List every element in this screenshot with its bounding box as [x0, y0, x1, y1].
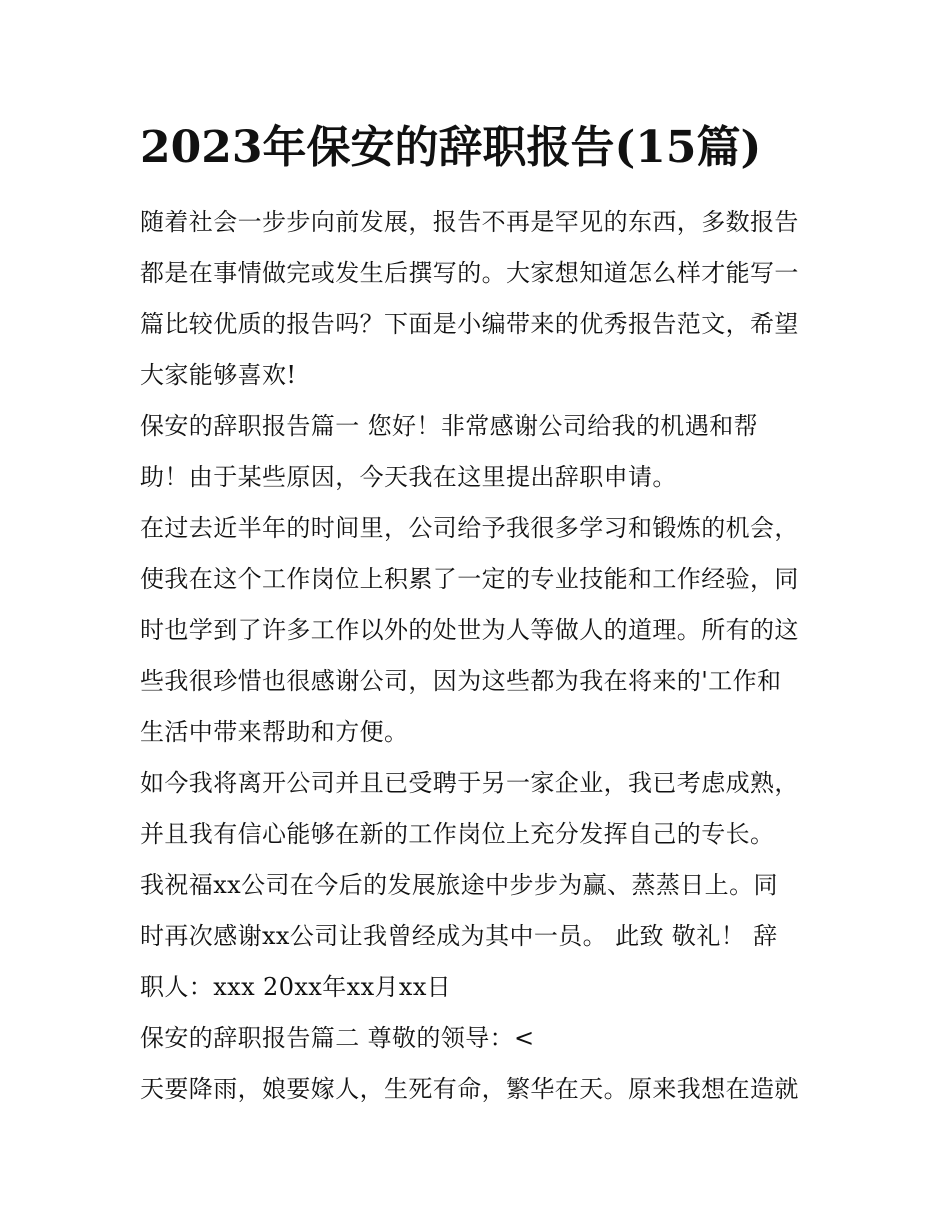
text-line: 保安的辞职报告篇一 您好！非常感谢公司给我的机遇和帮	[140, 412, 759, 440]
text-line: 在过去近半年的时间里，公司给予我很多学习和锻炼的机会，	[140, 514, 799, 542]
text-line: 随着社会一步步向前发展，报告不再是罕见的东西，多数报告	[140, 208, 799, 236]
text-line: 些我很珍惜也很感谢公司，因为这些都为我在将来的'工作和	[140, 667, 782, 695]
text-line: 助！由于某些原因，今天我在这里提出辞职申请。	[140, 463, 677, 491]
document-title: 2023年保安的辞职报告(15篇)	[140, 122, 762, 173]
text-line: 都是在事情做完或发生后撰写的。大家想知道怎么样才能写一	[140, 259, 799, 287]
text-line: 天要降雨，娘要嫁人，生死有命，繁华在天。原来我想在造就	[140, 1075, 799, 1103]
document-body	[140, 197, 815, 1115]
text-line: 如今我将离开公司并且已受聘于另一家企业，我已考虑成熟，	[140, 769, 799, 797]
text-line: 职人：xxx 20xx年xx月xx日	[140, 973, 452, 1001]
text-line: 大家能够喜欢!	[140, 361, 297, 389]
text-line: 保安的辞职报告篇二 尊敬的领导：<	[140, 1024, 535, 1052]
text-line: 我祝福xx公司在今后的发展旅途中步步为赢、蒸蒸日上。同	[140, 871, 778, 899]
text-line: 生活中带来帮助和方便。	[140, 718, 409, 746]
text-line: 篇比较优质的报告吗？下面是小编带来的优秀报告范文，希望	[140, 310, 799, 338]
text-line: 使我在这个工作岗位上积累了一定的专业技能和工作经验，同	[140, 565, 799, 593]
text-line: 时也学到了许多工作以外的处世为人等做人的道理。所有的这	[140, 616, 799, 644]
text-line: 时再次感谢xx公司让我曾经成为其中一员。 此致 敬礼！ 辞	[140, 922, 778, 950]
text-line: 并且我有信心能够在新的工作岗位上充分发挥自己的专长。	[140, 820, 775, 848]
